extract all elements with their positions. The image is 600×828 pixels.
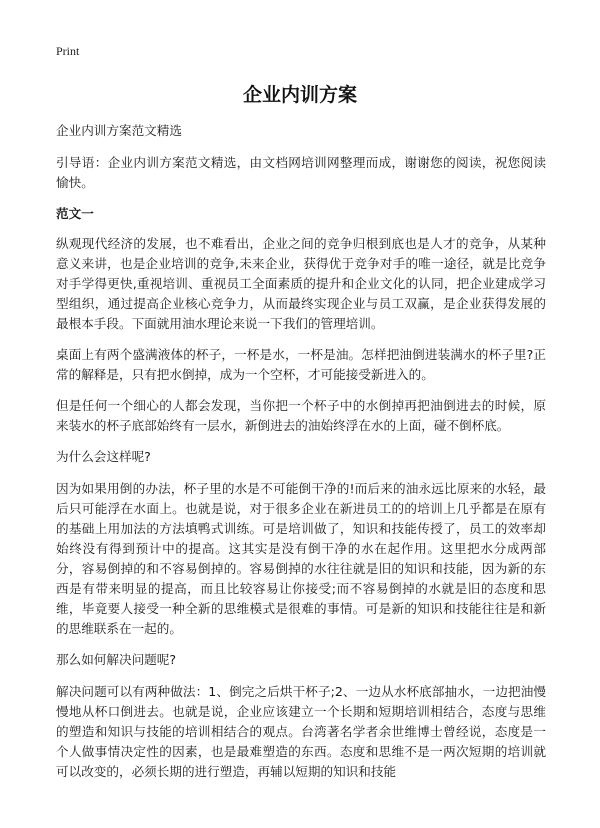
document-body xyxy=(56,121,546,793)
question-paragraph: 为什么会这样呢? xyxy=(56,449,151,464)
subtitle: 企业内训方案范文精选 xyxy=(56,123,182,138)
body-paragraph: 但是任何一个细心的人都会发现，当你把一个杯子中的水倒掉再把油倒进去的时候，原来装水的杯子底部始终有一层水，新倒进去的油始终浮在水的上面，碰不倒杯底。 xyxy=(56,398,546,433)
page-title: 企业内训方案 xyxy=(242,84,357,106)
question-paragraph: 那么如何解决问题呢? xyxy=(56,652,177,667)
body-paragraph: 解决问题可以有两种做法：1、倒完之后烘干杯子;2、一边从水杯底部抽水，一边把油慢慢地从杯口倒进去。也就是说，企业应该建立一个长期和短期培训相结合，态度与思维的塑造和知识与技能的培训相结合的观点。台湾著名学者余世维博士曾经说，态度是一个人做事情决定性的因素，也是最难塑造的东西。态度和思维不是一两次短期的培训就可以改变的，必须长期的进行塑造，再辅以短期的知识和技能 xyxy=(56,684,546,779)
body-paragraph: 因为如果用倒的办法，杯子里的水是不可能倒干净的!而后来的油永远比原来的水轻，最后只可能浮在水面上。也就是说，对于很多企业在新进员工的的培训上几乎都是在原有的基础上用加法的方法填鸭式训练。可是培训做了，知识和技能传授了，员工的效率却始终没有得到预计中的提高。这其实是没有倒干净的水在起作用。这里把水分成两部分，容易倒掉的和不容易倒掉的。容易倒掉的水往往就是旧的知识和技能，因为新的东西是有带来明显的提高，而且比较容易让你接受;而不容易倒掉的水就是旧的态度和思维，毕竟要人接受一种全新的思维模式是很难的事情。可是新的知识和技能往往是和新的思维联系在一起的。 xyxy=(56,481,546,636)
body-paragraph: 纵观现代经济的发展，也不难看出，企业之间的竞争归根到底也是人才的竞争，从某种意义来讲，也是企业培训的竞争,未来企业，获得优于竞争对手的唯一途径，就是比竞争对手学得更快,重视培训、重视员工全面素质的提升和企业文化的认同，把企业建成学习型组织，通过提高企业核心竞争力，从而最终实现企业与员工双赢，是企业获得发展的最根本手段。下面就用油水理论来说一下我们的管理培训。 xyxy=(56,236,546,331)
section-heading: 范文一 xyxy=(56,206,94,221)
intro-paragraph: 引导语：企业内训方案范文精选，由文档网培训网整理而成，谢谢您的阅读，祝您阅读愉快。 xyxy=(56,155,546,190)
print-label: Print xyxy=(56,44,80,58)
body-paragraph: 桌面上有两个盛满液体的杯子，一杯是水，一杯是油。怎样把油倒进装满水的杯子里?正常的解释是，只有把水倒掉，成为一个空杯，才可能接受新进入的。 xyxy=(56,347,546,382)
